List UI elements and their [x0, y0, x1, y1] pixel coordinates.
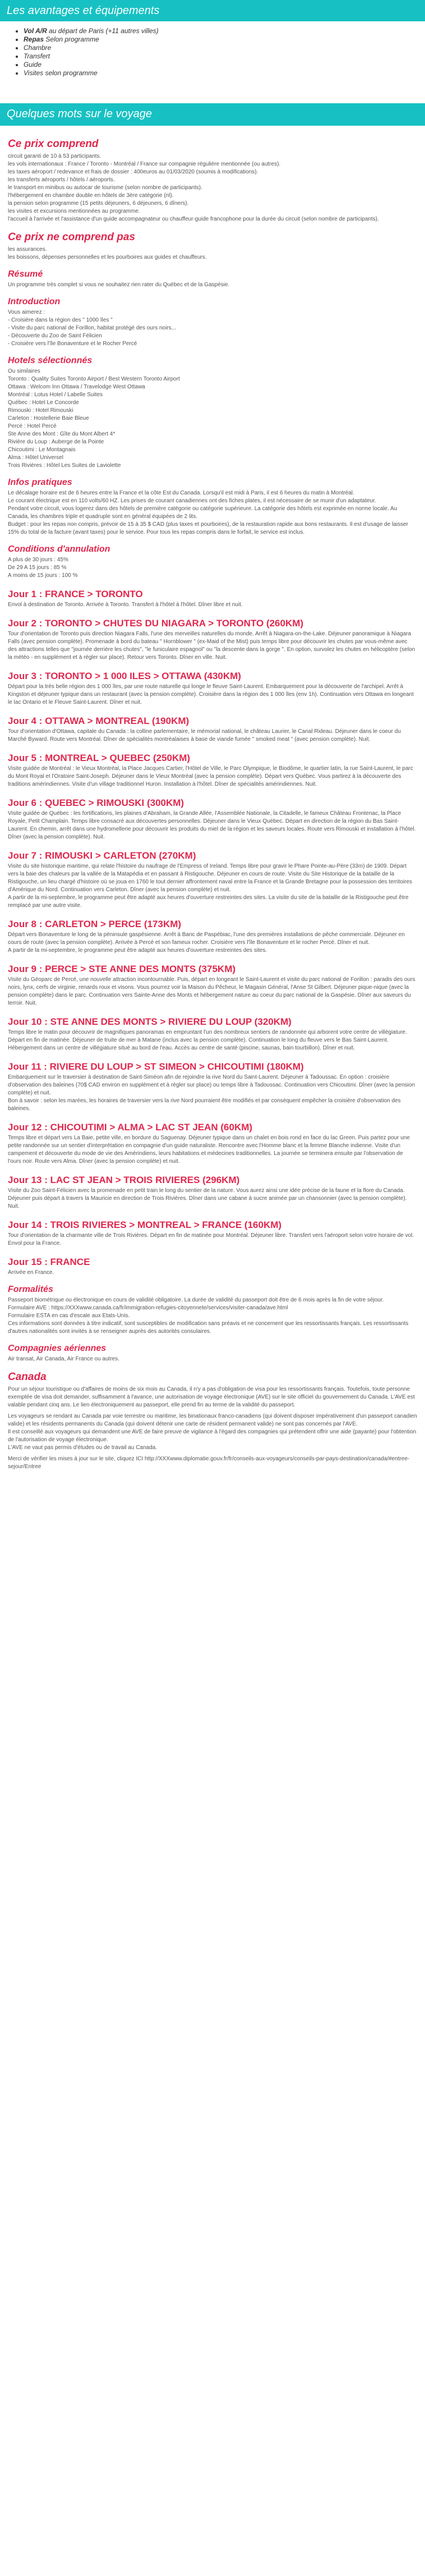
- paragraph: Pour un séjour touristique ou d'affaires de moins de six mois au Canada, il n'y a pas d'obligation de visa pour les ressortissants français. Toutefois, toute personne exemptée de visa doit demander, suffisamment à l'avance, une autorisation de voyage électronique (AVE) sur le site officiel du gouvernement du Canada. L'AVE est valable pendant cinq ans. Le lien électroniquement au passeport, elle prend fin au terme de la validité du passeport.: [8, 1386, 415, 1408]
- section-heading: Ce prix comprend: [8, 138, 99, 150]
- day-heading: Jour 13 : LAC ST JEAN > TROIS RIVIERES (296KM): [8, 1175, 240, 1185]
- paragraph: Formulaire AVE : https://XXXwww.canada.ca/fr/immigration-refugies-citoyennete/services/visiter-canada/ave.html: [8, 1305, 288, 1311]
- advantage-item-bold: Vol A/R: [24, 27, 47, 35]
- day-heading: Jour 10 : STE ANNE DES MONTS > RIVIERE DU LOUP (320KM): [8, 1016, 292, 1027]
- paragraph: circuit garanti de 10 à 53 participants.: [8, 153, 101, 159]
- advantage-item: [24, 44, 409, 52]
- paragraph: A partir de la mi-septembre, le programme peut être adapté aux heures d'ouverture restreintes des sites. La visite du site de la bataille de la Ristigouche peut être remplacé par une autre visite.: [8, 895, 409, 909]
- paragraph: les visites et excursions mentionnées au programme.: [8, 208, 140, 214]
- paragraph: Rimouski : Hotel Rimouski: [8, 407, 73, 414]
- paragraph: Temps libre et départ vers La Baie, petite ville, en bordure du Saguenay. Déjeuner typique dans un chalet en bois rond en face du lac Green. Puis partez pour une petite randonnée sur un sentier d'interprétation en compagnie d'un guide naturaliste. Rencontre avec l'Homme blanc et la femme Blanche indienne. Visite d'un campement et découverte du mode de vie des Amérindiens, leurs habitations et médecines traditionnelles. La journée se terminera ensuite par l'observation de l'ours noir. Route vers Alma. Dîner (avec la pension complète) et nuit.: [8, 1135, 410, 1165]
- paragraph: l'hébergement en chambre double en hôtels de 3ère catégorie (nl).: [8, 192, 174, 199]
- paragraph: Embarquement sur le traversier à destination de Saint-Siméon afin de rejoindre la rive Nord du Saint-Laurent. Déjeuner à Tadoussac. En option : croisière d'observation des baleines (70$ CAD environ en supplément et à régler sur place) ou temps libre à Tadoussac. Continuation vers Chicoutimi. Dîner (avec la pension complète) et nuit.: [8, 1074, 415, 1096]
- paragraph: Budget : pour les repas non compris, prévoir de 15 à 35 $ CAD (plus taxes et pourboires), de la restauration rapide aux bons restaurants. Il est d'usage de laisser 15% du total de la facture (avant taxes) pour le service. Pour tous les repas compris dans le forfait, le service est inclus.: [8, 521, 408, 535]
- paragraph: Ottawa : Welcom Inn Ottawa / Travelodge West Ottawa: [8, 384, 145, 390]
- section-heading: Canada: [8, 1371, 47, 1383]
- paragraph: Envol à destination de Toronto. Arrivée à Toronto. Transfert à l'hôtel à l'hôtel. Dîner libre et nuit.: [8, 602, 243, 608]
- paragraph: Visite guidée de Montréal : le Vieux Montréal, la Place Jacques Cartier, l'Hôtel de Ville, le Parc Olympique, le Biodôme, le quartier latin, la rue Saint-Laurent, le parc du Mont Royal et l'Oratoire Saint-Joseph. Déjeuner dans le Vieux Montréal (avec la pension complète). Départ vers Québec. Vous partirez à la découverte des traditions amérindiennes. Visite d'un village traditionnel Huron. Installation à l'hôtel. Dîner de spécialités amérindiennes. Nuit.: [8, 766, 413, 787]
- advantages-banner: [0, 0, 425, 21]
- paragraph: Les voyageurs se rendant au Canada par voie terrestre ou maritime, les binationaux franco-canadiens (qui doivent disposer impérativement d'un passeport canadien valide) et les résidents permanents du Canada (qui doivent détenir une carte de résident permanent valide) ne sont pas concernés par l'AVE.: [8, 1413, 417, 1427]
- section-subheading: Compagnies aériennes: [8, 1344, 107, 1353]
- paragraph: Tour d'orientation de la charmante ville de Trois Rivières. Départ en fin de matinée pour Montréal. Déjeuner libre. Transfert vers l'aéroport selon votre horaire de vol. Envol pour la France.: [8, 1232, 414, 1246]
- paragraph: A plus de 30 jours : 45%: [8, 557, 68, 563]
- paragraph: Air transat, Air Canada, Air France ou autres.: [8, 1356, 119, 1362]
- paragraph: Ces informations sont données à titre indicatif, sont susceptibles de modification sans préavis et ne concernent que les ressortissants français. Les ressortissants d'autres nationalités sont invités à se renseigner auprès des autorités consulaires.: [8, 1321, 409, 1335]
- paragraph: la pension selon programme (15 petits déjeuners, 6 déjeuners, 6 dîners).: [8, 200, 189, 207]
- paragraph: Chicoutimi : Le Montagnais: [8, 447, 76, 453]
- day-heading: Jour 15 : FRANCE: [8, 1257, 90, 1267]
- paragraph: le transport en minibus ou autocar de tourisme (selon nombre de participants).: [8, 185, 202, 191]
- day-heading: Jour 3 : TORONTO > 1 000 ILES > OTTAWA (430KM): [8, 671, 241, 681]
- paragraph: - Croisière vers l'île Bonaventure et le Rocher Percé: [8, 341, 137, 347]
- trip-section-title: Quelques mots sur le voyage: [7, 108, 153, 120]
- section-subheading: Conditions d'annulation: [8, 544, 110, 554]
- paragraph: Visite du site historique maritime, qui relate l'histoire du naufrage de l'Empress of Ireland. Temps libre pour gravir le Phare Pointe-au-Père (33m) de 1909. Départ vers la baie des chaleurs par la vallée de la Matapédia et en passant à Ristigouche. Déjeuner en cours de route. Visite du Site Historique de la bataille de la Ristigouche, un lieu chargé d'histoire où se joua en 1760 le tout dernier affrontement naval entre la France et la Grande Bretagne pour la possession des territoires d'Amérique du Nord. Continuation vers Carleton. Dîner (avec la pension complète) et nuit.: [8, 863, 413, 893]
- paragraph: Il est conseillé aux voyageurs qui demandent une AVE de faire preuve de vigilance à l'égard des compagnies qui prétendent offrir une aide (payante) pour l'obtention de l'autorisation de voyage électronique.: [8, 1429, 417, 1443]
- day-heading: Jour 6 : QUEBEC > RIMOUSKI (300KM): [8, 797, 184, 808]
- paragraph: Bon à savoir : selon les marées, les horaires de traversier vers la rive Nord pourraient être modifiés et par conséquent empêcher la croisière d'observation des baleines.: [8, 1098, 401, 1112]
- day-heading: Jour 7 : RIMOUSKI > CARLETON (270KM): [8, 850, 196, 861]
- paragraph: Le courant électrique est en 110 volts/60 HZ. Les prises de courant canadiennes ont des fiches plates, il est nécessaire de se munir d'un adaptateur.: [8, 498, 376, 504]
- day-heading: Jour 4 : OTTAWA > MONTREAL (190KM): [8, 716, 190, 726]
- trip-details: [0, 126, 425, 1482]
- section-subheading: Formalités: [8, 1285, 53, 1294]
- paragraph: Rivière du Loup : Auberge de la Pointe: [8, 439, 104, 445]
- advantage-item-text: Visites selon programme: [24, 69, 98, 77]
- paragraph: Québec : Hotel Le Concorde: [8, 400, 79, 406]
- paragraph: les transferts aéroports / hôtels / aéroports.: [8, 177, 115, 183]
- paragraph: Pendant votre circuit, vous logerez dans des hôtels de première catégorie ou catégorie supérieure. La catégorie des hôtels est exprimée en norme locale. Au Canada, les chambres triple et quadruple sont en général équipées de 2 lits.: [8, 506, 398, 520]
- paragraph: - Découverte du Zoo de Saint Félicien: [8, 333, 102, 339]
- advantage-item-text: Chambre: [24, 44, 52, 52]
- day-heading: Jour 8 : CARLETON > PERCE (173KM): [8, 919, 182, 929]
- section-subheading: Introduction: [8, 297, 61, 306]
- section-subheading: Hotels sélectionnés: [8, 356, 93, 365]
- paragraph: Ou similaires: [8, 368, 40, 374]
- day-heading: Jour 5 : MONTREAL > QUEBEC (250KM): [8, 753, 191, 763]
- paragraph: A moins de 15 jours : 100 %: [8, 572, 78, 579]
- trip-section-banner: [0, 103, 425, 126]
- day-heading: Jour 9 : PERCE > STE ANNE DES MONTS (375KM): [8, 964, 236, 974]
- advantage-item-text: Transfert: [24, 52, 50, 60]
- paragraph: l'accueil à l'arrivée et l'assistance d'un guide accompagnateur ou chauffeur-guide francophone pour la durée du circuit (selon nombre de participants).: [8, 216, 379, 222]
- paragraph: Arrivée en France.: [8, 1269, 54, 1276]
- paragraph: Percé : Hotel Percé: [8, 423, 57, 429]
- paragraph: Temps libre le matin pour découvrir de magnifiques panoramas en empruntant l'un des nombreux sentiers de randonnée qui arborent votre centre de villégiature. Départ en fin de matinée. Déjeuner de truite de mer à Matane (inclus avec la pension complète). Continuation le long du fleuve vers le Bas Saint-Laurent. Hébergement dans un centre de villégiature situé au bord de l'eau. Accès au centre de santé (piscine, saunas, bain tourbillon). Dîner et nuit.: [8, 1029, 407, 1051]
- paragraph: Départ pour la très belle région des 1 000 îles, par une route naturelle qui longe le fleuve Saint-Laurent. Embarquement pour la découverte de l'archipel. Arrêt à Kingston et déjeuner typique dans un restaurant (avec la pension complète). Croisière dans la région des 1 000 îles (env 1h). Continuation vers Ottawa en longeant le lac Ontario et le Fleuve Saint-Laurent. Dîner et nuit.: [8, 684, 414, 705]
- paragraph: Le décalage horaire est de 6 heures entre la France et la côte Est du Canada. Lorsqu'il est midi à Paris, il est 6 heures du matin à Montréal.: [8, 490, 354, 496]
- day-heading: Jour 11 : RIVIERE DU LOUP > ST SIMEON > CHICOUTIMI (180KM): [8, 1061, 304, 1072]
- paragraph: Visite guidée de Québec : les fortifications, les plaines d'Abraham, la Grande Allée, l'Assemblée Nationale, la Citadelle, le fameux Château Frontenac, la Place Royale, Petit Champlain. Temps libre consacré aux découvertes personnelles. Déjeuner dans le Vieux Québec. Départ en direction de la région du Bas Saint-Laurent. En chemin, arrêt dans une hydromellerie pour découvrir les produits du miel de la région et les saveurs locales. Route vers Rimouski et installation à l'hôtel. Dîner (avec la pension complète). Nuit.: [8, 810, 416, 840]
- paragraph: Toronto : Quality Suites Toronto Airport / Best Western Toronto Airport: [8, 376, 180, 382]
- paragraph: Merci de vérifier les mises à jour sur le site, cliquez ICI http://XXXwww.diplomatie.gouv.fr/fr/conseils-aux-voyageurs/conseils-par-pays-destination/canada/#entree-sejour/Entree: [8, 1456, 410, 1470]
- paragraph: les taxes aéroport / redevance et frais de dossier : 400euros au 01/03/2020 (soumis à modifications).: [8, 169, 258, 175]
- advantage-item: [24, 61, 409, 69]
- paragraph: les boissons, dépenses personnelles et les pourboires aux guides et chauffeurs.: [8, 254, 207, 260]
- paragraph: - Visite du parc national de Forillon, habitat protégé des ours noirs...: [8, 325, 176, 331]
- paragraph: Passeport biométrique ou électronique en cours de validité obligatoire. La durée de validité du passeport doit être de 6 mois après la fin de votre séjour.: [8, 1297, 384, 1303]
- paragraph: Un programme très complet si vous ne souhaitez rien rater du Québec et de la Gaspésie.: [8, 282, 230, 288]
- section-subheading: Infos pratiques: [8, 478, 72, 487]
- paragraph: Ste Anne des Mont : Gîte du Mont Albert 4*: [8, 431, 116, 437]
- day-heading: Jour 12 : CHICOUTIMI > ALMA > LAC ST JEAN (60KM): [8, 1122, 253, 1133]
- day-heading: Jour 1 : FRANCE > TORONTO: [8, 589, 143, 599]
- paragraph: Trois Rivières : Hôtel Les Suites de Laviolette: [8, 462, 121, 469]
- paragraph: Visite du Géoparc de Percé, une nouvelle attraction incontournable. Puis, départ en longeant le Saint-Laurent et visite du parc national de Forillon : paradis des ours noirs, lynx, cerfs de virginie, renards roux et visons. Vous pourrez voir la Maison du Pêcheur, le Magasin Général, l'Anse St Gilbert. Déjeuner pique-nique (avec la pension complète) dans le parc. Continuation vers Sainte-Anne des Monts et hébergement nature au coeur du parc national de la Gaspésie. Dîner aux saveurs du terroir. Nuit.: [8, 977, 415, 1006]
- advantage-item-text: Guide: [24, 61, 42, 68]
- paragraph: Vous aimerez :: [8, 309, 45, 315]
- paragraph: Visite du Zoo Saint-Félicien avec la promenade en petit train le long du sentier de la nature. Vous aurez ainsi une idée précise de la faune et la flore du Canada. Déjeuner puis départ à travers la Mauricie en direction de Trois Rivières. Dîner dans une cabane à sucre animée par un chansonnier (avec la pension complète). Nuit.: [8, 1188, 407, 1209]
- paragraph: De 29 A 15 jours : 85 %: [8, 565, 67, 571]
- paragraph: A partir de la mi-septembre, le programme peut être adapté aux heures d'ouverture restreintes des sites.: [8, 947, 267, 954]
- paragraph: Formulaire ESTA en cas d'escale aux Etats-Unis.: [8, 1313, 130, 1319]
- section-subheading: Résumé: [8, 269, 43, 279]
- day-heading: Jour 14 : TROIS RIVIERES > MONTREAL > FRANCE (160KM): [8, 1220, 282, 1230]
- day-heading: Jour 2 : TORONTO > CHUTES DU NIAGARA > TORONTO (260KM): [8, 618, 304, 629]
- advantage-item: [24, 27, 409, 35]
- section-heading: Ce prix ne comprend pas: [8, 231, 136, 243]
- advantage-item: [24, 35, 409, 44]
- advantage-item: [24, 69, 409, 77]
- advantage-item-bold: Repas: [24, 35, 44, 43]
- advantage-item: [24, 52, 409, 61]
- paragraph: les assurances.: [8, 246, 47, 253]
- paragraph: L'AVE ne vaut pas permis d'études ou de travail au Canada.: [8, 1445, 158, 1451]
- paragraph: Tour d'orientation de Toronto puis direction Niagara Falls, l'une des merveilles naturelles du monde. Arrêt à Niagara-on-the-Lake. Déjeuner panoramique à Niagara Falls (avec pension complète). Promenade à bord du bateau " Hornblower " (ex-Maid of the Mist) puis temps libre pour découvrir les chutes par vous-même avec des attractions telles que "journée derrière les chutes", "le funiculaire espagnol" ou "la descente dans la gorge ". En option, survolez les chutes en hélicoptère (selon la météo - en supplément et à régler sur place). Retour vers Toronto. Dîner en ville. Nuit.: [8, 631, 415, 661]
- paragraph: les vols internationaux : France / Toronto - Montréal / France sur compagnie régulière mentionnée (ou autres).: [8, 161, 281, 167]
- advantages-list: [16, 27, 409, 77]
- paragraph: - Croisière dans la région des " 1000 îles ": [8, 317, 113, 323]
- advantage-item-text: au départ de Paris (+11 autres villes): [47, 27, 159, 35]
- advantages-section: [0, 21, 425, 84]
- advantages-title: Les avantages et équipements: [7, 4, 160, 17]
- paragraph: Carleton : Hostellerie Baie Bleue: [8, 415, 89, 421]
- paragraph: Départ vers Bonaventure le long de la péninsule gaspésienne. Arrêt à Banc de Paspébiac, l'une des premières installations de pêche commerciale. Déjeuner en cours de route (avec la pension complète). Arrivée à Percé et son fameux rocher. Croisière vers l'île Bonaventure et le rocher Percé. Dîner et nuit.: [8, 932, 405, 946]
- paragraph: Tour d'orientation d'Ottawa, capitale du Canada : la colline parlementaire, le mémorial national, le château Laurier, le Canal Rideau. Déjeuner dans le coeur du Marché Byward. Route vers Montréal. Dîner de spécialités montréalaises à base de viande fumée " smoked meat " (avec pension complète). Nuit.: [8, 728, 401, 742]
- paragraph: Alma : Hôtel Universel: [8, 455, 63, 461]
- advantage-item-text: Selon programme: [44, 35, 99, 43]
- paragraph: Montréal : Lotus Hotel / Labelle Suites: [8, 392, 103, 398]
